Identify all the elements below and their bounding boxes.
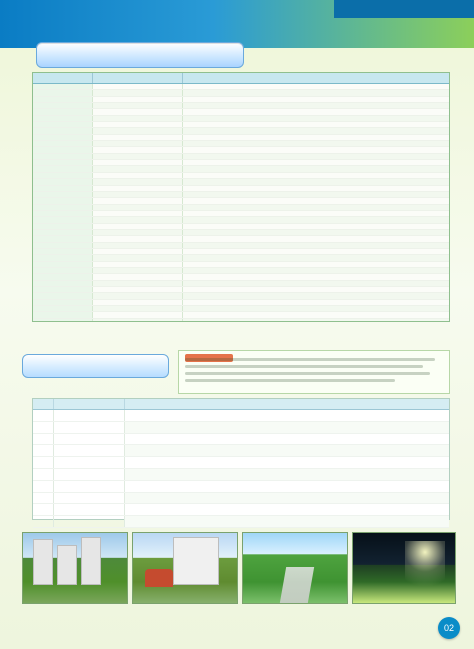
photo-garden [242, 532, 348, 604]
table-cell-major [93, 186, 183, 191]
table-cell-category [33, 147, 93, 152]
table-cell-positions [183, 205, 449, 210]
cooperation-cell-index [33, 504, 54, 515]
table-cell-positions [183, 281, 449, 286]
cooperation-cell-major [54, 457, 125, 468]
table-cell-category [33, 255, 93, 260]
cooperation-cell-major [54, 504, 125, 515]
table-cell-major [93, 160, 183, 165]
table-cell-major [93, 268, 183, 273]
table-cell-major [93, 154, 183, 159]
table-cell-positions [183, 103, 449, 108]
cooperation-cell-index [33, 445, 54, 456]
table-cell-major [93, 147, 183, 152]
cooperation-feature-box [178, 350, 450, 394]
cooperation-cell-major [54, 493, 125, 504]
table-cell-category [33, 312, 93, 317]
table-cell-category [33, 293, 93, 298]
cooperation-row [33, 493, 449, 505]
cooperation-cell-details [125, 434, 449, 445]
table-cell-positions [183, 122, 449, 127]
cooperation-cell-index [33, 516, 54, 527]
table-cell-category [33, 109, 93, 114]
cooperation-cell-major [54, 410, 125, 421]
cooperation-table-rows [33, 410, 449, 528]
table-cell-major [93, 287, 183, 292]
table-cell-major [93, 198, 183, 203]
table-cell-category [33, 128, 93, 133]
campus-photos [22, 532, 454, 627]
table-cell-positions [183, 97, 449, 102]
cooperation-cell-details [125, 516, 449, 527]
table-cell-category [33, 122, 93, 127]
table-cell-major [93, 173, 183, 178]
table-cell-category [33, 281, 93, 286]
table-cell-positions [183, 224, 449, 229]
cooperation-cell-index [33, 481, 54, 492]
table-cell-category [33, 211, 93, 216]
photo-campus-view [22, 532, 128, 604]
table-cell-major [93, 128, 183, 133]
majors-table-rows [33, 84, 449, 321]
table-cell-category [33, 319, 93, 321]
building-shape [57, 545, 77, 585]
table-cell-major [93, 312, 183, 317]
cooperation-col-major [54, 399, 125, 409]
table-cell-category [33, 205, 93, 210]
cooperation-cell-index [33, 457, 54, 468]
table-cell-major [93, 116, 183, 121]
table-cell-major [93, 300, 183, 305]
table-cell-positions [183, 186, 449, 191]
table-cell-category [33, 243, 93, 248]
table-cell-category [33, 198, 93, 203]
table-cell-category [33, 249, 93, 254]
table-cell-major [93, 166, 183, 171]
cooperation-table [32, 398, 450, 520]
table-cell-positions [183, 319, 449, 321]
cooperation-cell-index [33, 422, 54, 433]
table-cell-positions [183, 179, 449, 184]
table-cell-major [93, 122, 183, 127]
table-cell-major [93, 243, 183, 248]
table-cell-major [93, 109, 183, 114]
table-cell-category [33, 97, 93, 102]
table-cell-major [93, 192, 183, 197]
table-cell-positions [183, 300, 449, 305]
pavilion-shape [145, 569, 173, 587]
table-cell-positions [183, 312, 449, 317]
photo-dormitory [132, 532, 238, 604]
cooperation-table-header [33, 399, 449, 410]
table-cell-major [93, 179, 183, 184]
feature-text-line [185, 372, 430, 375]
table-cell-category [33, 116, 93, 121]
table-cell-major [93, 281, 183, 286]
section-title-bar [36, 42, 244, 68]
table-cell-major [93, 224, 183, 229]
table-cell-major [93, 293, 183, 298]
cooperation-cell-details [125, 504, 449, 515]
cooperation-cell-major [54, 422, 125, 433]
cooperation-col-index [33, 399, 54, 409]
cooperation-cell-details [125, 457, 449, 468]
table-cell-positions [183, 262, 449, 267]
table-cell-category [33, 217, 93, 222]
cooperation-cell-details [125, 422, 449, 433]
table-cell-positions [183, 287, 449, 292]
top-band-right [334, 0, 474, 18]
table-cell-positions [183, 109, 449, 114]
table-cell-positions [183, 84, 449, 89]
cooperation-cell-major [54, 445, 125, 456]
feature-text-line [185, 365, 423, 368]
table-cell-positions [183, 274, 449, 279]
table-cell-major [93, 90, 183, 95]
photo-night-avenue [352, 532, 456, 604]
cooperation-cell-major [54, 516, 125, 527]
table-cell-positions [183, 160, 449, 165]
table-cell-major [93, 236, 183, 241]
table-cell-positions [183, 154, 449, 159]
cooperation-cell-index [33, 410, 54, 421]
table-cell-major [93, 255, 183, 260]
table-cell-positions [183, 90, 449, 95]
table-cell-major [93, 306, 183, 311]
cooperation-row [33, 445, 449, 457]
table-header-positions [183, 73, 449, 83]
cooperation-cell-details [125, 493, 449, 504]
feature-text-line [185, 379, 395, 382]
table-cell-category [33, 186, 93, 191]
cooperation-cell-details [125, 445, 449, 456]
table-cell-category [33, 262, 93, 267]
table-cell-positions [183, 198, 449, 203]
table-cell-major [93, 274, 183, 279]
table-cell-category [33, 84, 93, 89]
table-cell-positions [183, 128, 449, 133]
cooperation-row [33, 481, 449, 493]
garden-path-shape [280, 567, 314, 603]
table-cell-positions [183, 166, 449, 171]
table-cell-positions [183, 293, 449, 298]
table-cell-major [93, 262, 183, 267]
table-cell-positions [183, 255, 449, 260]
table-cell-positions [183, 230, 449, 235]
table-cell-major [93, 84, 183, 89]
table-cell-positions [183, 173, 449, 178]
table-cell-category [33, 287, 93, 292]
table-cell-category [33, 179, 93, 184]
table-cell-category [33, 224, 93, 229]
table-cell-positions [183, 211, 449, 216]
table-cell-category [33, 154, 93, 159]
cooperation-cell-index [33, 469, 54, 480]
table-cell-major [93, 249, 183, 254]
night-lights-shape [405, 541, 445, 597]
table-cell-category [33, 300, 93, 305]
table-cell-major [93, 211, 183, 216]
cooperation-title-bar [22, 354, 169, 378]
cooperation-cell-major [54, 434, 125, 445]
cooperation-cell-details [125, 410, 449, 421]
table-cell-major [93, 217, 183, 222]
table-cell-category [33, 268, 93, 273]
majors-table-header [33, 73, 449, 84]
table-cell-major [93, 103, 183, 108]
dormitory-building-shape [173, 537, 219, 585]
table-cell-category [33, 103, 93, 108]
table-cell-category [33, 192, 93, 197]
table-cell-positions [183, 268, 449, 273]
cooperation-row [33, 457, 449, 469]
cooperation-row [33, 434, 449, 446]
table-cell-positions [183, 141, 449, 146]
table-cell-major [93, 230, 183, 235]
table-header-category [33, 73, 93, 83]
table-cell-major [93, 135, 183, 140]
table-cell-category [33, 141, 93, 146]
cooperation-cell-major [54, 481, 125, 492]
table-cell-major [93, 141, 183, 146]
table-row [33, 319, 449, 321]
table-cell-category [33, 135, 93, 140]
table-cell-positions [183, 249, 449, 254]
table-cell-category [33, 236, 93, 241]
table-cell-category [33, 306, 93, 311]
table-cell-positions [183, 217, 449, 222]
cooperation-row [33, 410, 449, 422]
building-shape [81, 537, 101, 585]
table-cell-positions [183, 192, 449, 197]
page-number: 02 [438, 617, 460, 639]
cooperation-col-details [125, 399, 449, 409]
cooperation-row [33, 469, 449, 481]
cooperation-row [33, 422, 449, 434]
table-cell-positions [183, 306, 449, 311]
table-cell-major [93, 319, 183, 321]
feature-text-line [185, 358, 435, 361]
cooperation-cell-details [125, 481, 449, 492]
table-header-major [93, 73, 183, 83]
table-cell-positions [183, 236, 449, 241]
table-cell-positions [183, 116, 449, 121]
table-cell-category [33, 160, 93, 165]
cooperation-row [33, 516, 449, 528]
table-cell-major [93, 97, 183, 102]
cooperation-row [33, 504, 449, 516]
building-shape [33, 539, 53, 585]
cooperation-cell-index [33, 434, 54, 445]
cooperation-cell-major [54, 469, 125, 480]
table-cell-category [33, 90, 93, 95]
table-cell-category [33, 230, 93, 235]
table-cell-major [93, 205, 183, 210]
table-cell-category [33, 166, 93, 171]
cooperation-cell-index [33, 493, 54, 504]
majors-table [32, 72, 450, 322]
table-cell-positions [183, 243, 449, 248]
table-cell-category [33, 274, 93, 279]
cooperation-cell-details [125, 469, 449, 480]
table-cell-positions [183, 147, 449, 152]
table-cell-category [33, 173, 93, 178]
table-cell-positions [183, 135, 449, 140]
